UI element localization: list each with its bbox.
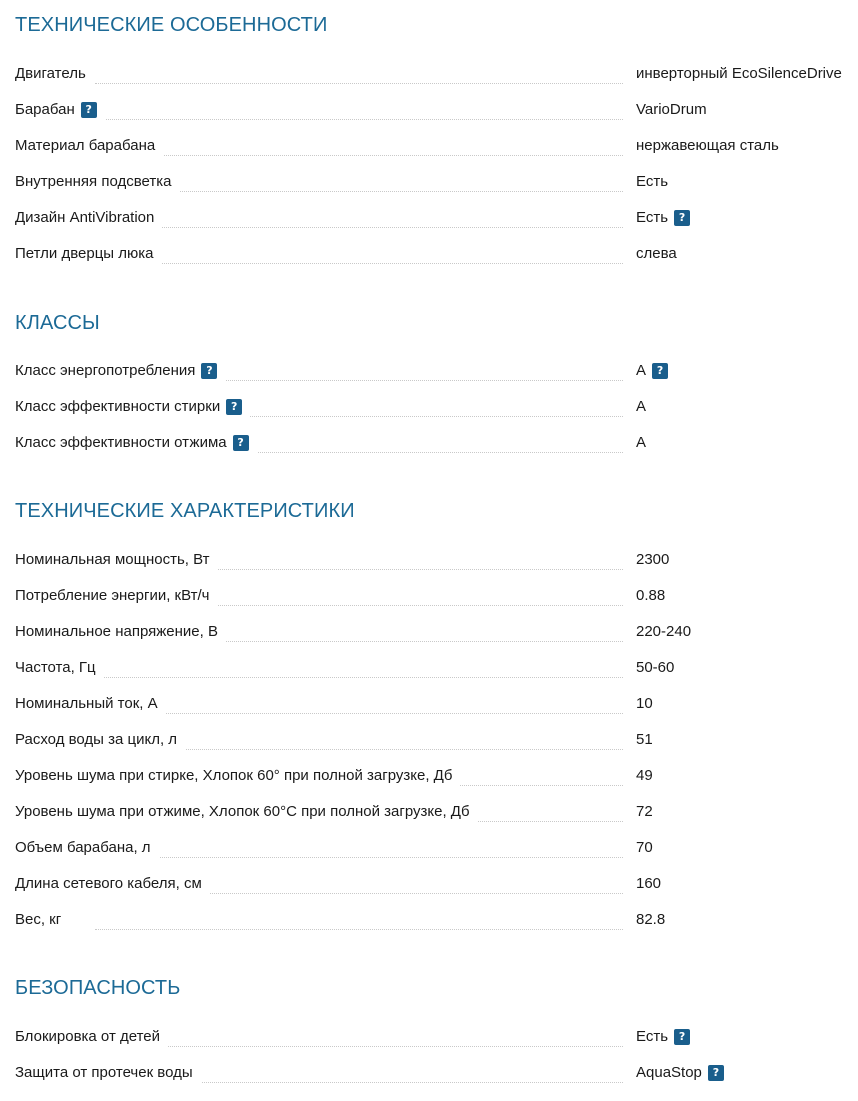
help-icon[interactable]: ? <box>674 210 690 226</box>
spec-value: инверторный EcoSilenceDrive <box>636 65 842 82</box>
spec-value: Есть <box>636 209 669 226</box>
spec-value: слева <box>636 245 677 262</box>
spec-label-wrap <box>15 92 105 128</box>
spec-row-voltage <box>15 614 858 650</box>
spec-label: Внутренняя подсветка <box>15 164 179 200</box>
spec-label: Уровень шума при стирке, Хлопок 60° при полной загрузке, Дб <box>15 758 460 794</box>
spec-value: VarioDrum <box>636 101 707 118</box>
dotted-leader <box>95 83 623 84</box>
spec-row-spin-noise <box>15 794 858 830</box>
spec-row-drum <box>15 92 858 128</box>
spec-row-door-hinge <box>15 236 858 272</box>
section-title: КЛАССЫ <box>15 312 100 334</box>
spec-label: Защита от протечек воды <box>15 1055 201 1091</box>
dotted-leader <box>95 1046 623 1047</box>
spec-label: Дизайн AntiVibration <box>15 200 162 236</box>
section-title: ТЕХНИЧЕСКИЕ ХАРАКТЕРИСТИКИ <box>15 500 355 522</box>
spec-row-current <box>15 686 858 722</box>
spec-row-frequency <box>15 650 858 686</box>
spec-row-wash-noise <box>15 758 858 794</box>
help-icon[interactable]: ? <box>674 1029 690 1045</box>
spec-value: Есть <box>636 173 669 190</box>
spec-value: 220-240 <box>636 623 692 640</box>
spec-value: 0.88 <box>636 587 666 604</box>
spec-label: Петли дверцы люка <box>15 236 161 272</box>
spec-value: 2300 <box>636 551 670 568</box>
spec-label: Барабан <box>15 101 75 118</box>
spec-value: 82.8 <box>636 911 666 928</box>
spec-value: 51 <box>636 731 653 748</box>
spec-row-water-consumption <box>15 722 858 758</box>
spec-row-power <box>15 542 858 578</box>
spec-label: Вес, кг <box>15 902 69 938</box>
spec-label: Потребление энергии, кВт/ч <box>15 578 217 614</box>
help-icon[interactable]: ? <box>652 363 668 379</box>
spec-label: Номинальная мощность, Вт <box>15 542 218 578</box>
spec-row-motor <box>15 56 858 92</box>
spec-value: 49 <box>636 767 653 784</box>
spec-row-drum-volume <box>15 830 858 866</box>
spec-label: Частота, Гц <box>15 650 104 686</box>
spec-row-interior-light <box>15 164 858 200</box>
spec-label: Объем барабана, л <box>15 830 159 866</box>
spec-value: A <box>636 398 647 415</box>
spec-row-energy-consumption <box>15 578 858 614</box>
spec-label: Номинальный ток, А <box>15 686 166 722</box>
spec-label: Расход воды за цикл, л <box>15 722 185 758</box>
dotted-leader <box>95 857 623 858</box>
help-icon[interactable]: ? <box>708 1065 724 1081</box>
spec-label: Уровень шума при отжиме, Хлопок 60°C при полной загрузке, Дб <box>15 794 478 830</box>
dotted-leader <box>95 227 623 228</box>
spec-value: A <box>636 434 647 451</box>
spec-row-child-lock <box>15 1019 858 1055</box>
spec-value: 160 <box>636 875 662 892</box>
spec-label-wrap <box>15 425 257 461</box>
spec-label: Длина сетевого кабеля, см <box>15 866 210 902</box>
spec-value-wrap <box>636 353 668 389</box>
spec-value: AquaStop <box>636 1064 702 1081</box>
spec-label: Блокировка от детей <box>15 1019 168 1055</box>
dotted-leader <box>95 155 623 156</box>
spec-label: Класс энергопотребления <box>15 362 196 379</box>
spec-value-wrap <box>636 1055 724 1091</box>
help-icon[interactable]: ? <box>201 363 217 379</box>
spec-value: 70 <box>636 839 653 856</box>
spec-value: A <box>636 362 647 379</box>
help-icon[interactable]: ? <box>233 435 249 451</box>
spec-row-weight <box>15 902 858 938</box>
spec-value-wrap <box>636 200 690 236</box>
dotted-leader <box>95 119 623 120</box>
spec-row-leak-protection <box>15 1055 858 1091</box>
spec-label: Номинальное напряжение, В <box>15 614 226 650</box>
dotted-leader <box>95 929 623 930</box>
spec-row-antivibration <box>15 200 858 236</box>
spec-label: Класс эффективности стирки <box>15 398 221 415</box>
spec-label: Двигатель <box>15 56 94 92</box>
help-icon[interactable]: ? <box>81 102 97 118</box>
dotted-leader <box>95 263 623 264</box>
spec-label: Материал барабана <box>15 128 163 164</box>
spec-value: 50-60 <box>636 659 675 676</box>
spec-row-energy-class <box>15 353 858 389</box>
spec-label-wrap <box>15 353 225 389</box>
spec-value: Есть <box>636 1028 669 1045</box>
section-title: БЕЗОПАСНОСТЬ <box>15 977 181 999</box>
spec-row-cable-length <box>15 866 858 902</box>
help-icon[interactable]: ? <box>226 399 242 415</box>
spec-value: нержавеющая сталь <box>636 137 779 154</box>
spec-value: 72 <box>636 803 653 820</box>
spec-row-drum-material <box>15 128 858 164</box>
section-title: ТЕХНИЧЕСКИЕ ОСОБЕННОСТИ <box>15 14 328 36</box>
spec-label-wrap <box>15 389 250 425</box>
spec-row-spin-class <box>15 425 858 461</box>
spec-row-wash-class <box>15 389 858 425</box>
dotted-leader <box>95 677 623 678</box>
spec-value: 10 <box>636 695 653 712</box>
spec-label: Класс эффективности отжима <box>15 434 227 451</box>
dotted-leader <box>95 713 623 714</box>
spec-value-wrap <box>636 1019 690 1055</box>
